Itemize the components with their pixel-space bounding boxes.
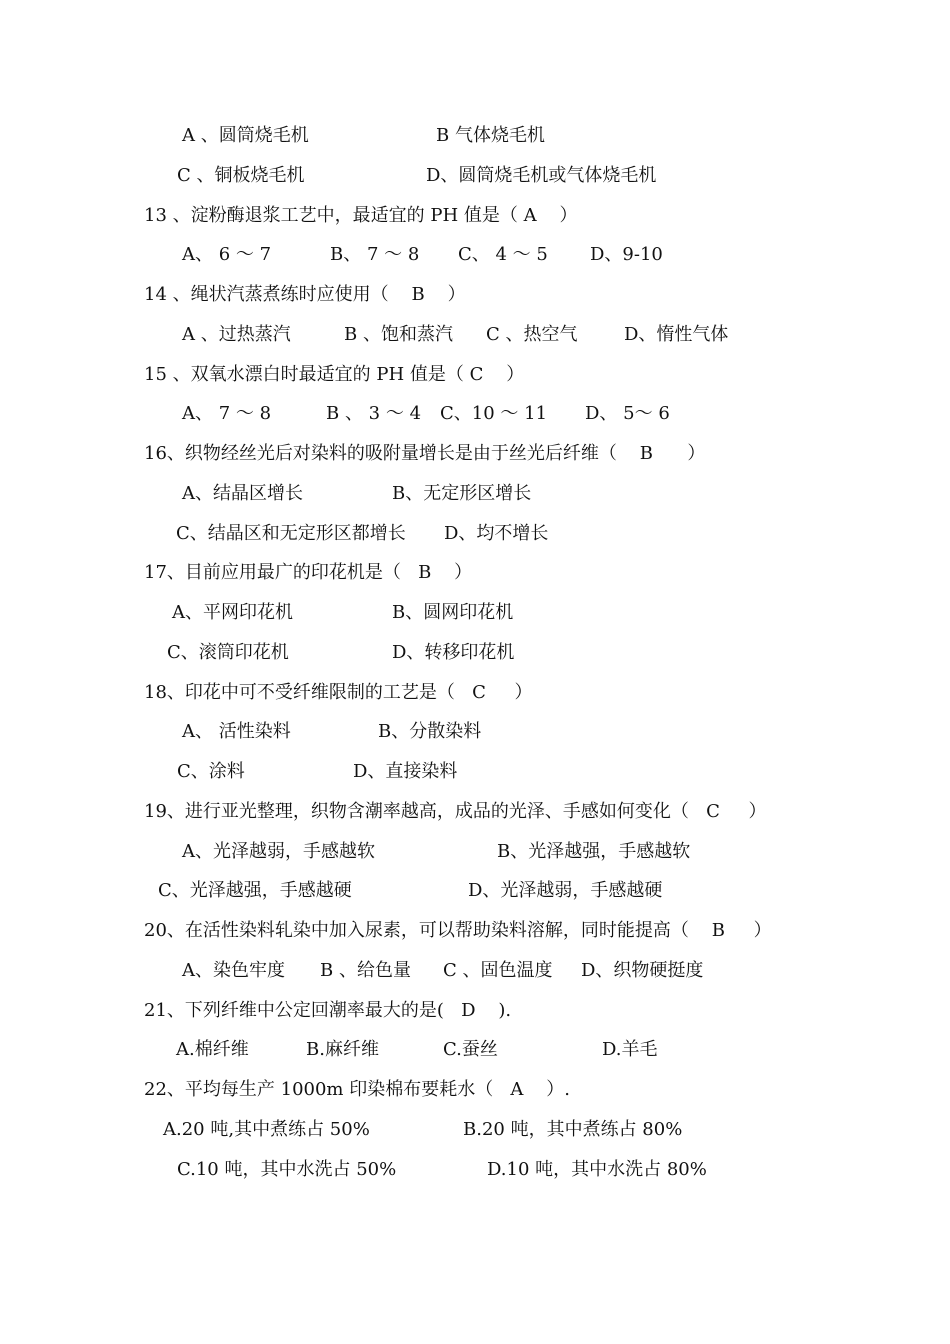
- answer-option: C 、铜板烧毛机: [177, 164, 305, 186]
- question-text: 18、印花中可不受纤维限制的工艺是（ C ）: [144, 681, 533, 703]
- answer-option: A、 活性染料: [182, 721, 291, 743]
- answer-option: A、平网印花机: [172, 602, 293, 623]
- answer-option: C 、固色温度: [443, 959, 553, 981]
- answer-option: D、圆筒烧毛机或气体烧毛机: [426, 164, 657, 186]
- answer-option: A.棉纤维: [176, 1039, 249, 1061]
- answer-option: D、光泽越弱，手感越硬: [468, 880, 663, 902]
- answer-option: B.麻纤维: [306, 1039, 379, 1061]
- answer-option: C、 4 ～ 5: [458, 244, 548, 266]
- answer-option: C、滚筒印花机: [167, 641, 289, 663]
- question-text: 22、平均每生产 1000m 印染棉布要耗水（ A ）.: [144, 1079, 570, 1100]
- answer-option: D.羊毛: [602, 1039, 658, 1061]
- answer-option: A、 6 ～ 7: [182, 244, 272, 266]
- answer-option: D.10 吨，其中水洗占 80%: [487, 1158, 707, 1180]
- answer-option: C 、热空气: [486, 323, 578, 345]
- answer-option: D、转移印花机: [392, 641, 515, 663]
- answer-option: B 、饱和蒸汽: [344, 323, 453, 345]
- answer-option: B、光泽越强，手感越软: [497, 840, 691, 862]
- answer-option: D、9-10: [590, 244, 663, 266]
- answer-option: A.20 吨,其中煮练占 50%: [163, 1118, 370, 1140]
- answer-option: D、 5～ 6: [585, 403, 670, 425]
- answer-option: B、分散染料: [378, 721, 482, 743]
- question-text: 15 、双氧水漂白时最适宜的 PH 值是（ C ）: [144, 363, 525, 385]
- answer-option: D、惰性气体: [624, 323, 729, 345]
- answer-option: B、无定形区增长: [392, 482, 532, 504]
- answer-option: B 、 3 ～ 4: [326, 403, 422, 425]
- answer-option: A、 7 ～ 8: [182, 403, 272, 425]
- question-text: 17、目前应用最广的印花机是（ B ）: [144, 562, 473, 584]
- question-text: 16、织物经丝光后对染料的吸附量增长是由于丝光后纤维（ B ）: [144, 443, 706, 464]
- answer-option: B、 7 ～ 8: [330, 244, 420, 266]
- question-text: 13 、淀粉酶退浆工艺中，最适宜的 PH 值是（ A ）: [144, 204, 578, 226]
- answer-option: C、光泽越强，手感越硬: [158, 880, 352, 902]
- answer-option: D、织物硬挺度: [581, 959, 704, 981]
- answer-option: D、直接染料: [353, 761, 458, 782]
- answer-option: B、圆网印花机: [392, 602, 514, 623]
- answer-option: B 气体烧毛机: [436, 125, 545, 146]
- answer-option: C、涂料: [177, 761, 245, 782]
- answer-option: B 、给色量: [320, 959, 411, 981]
- answer-option: B.20 吨，其中煮练占 80%: [463, 1118, 683, 1140]
- answer-option: C.10 吨，其中水洗占 50%: [177, 1158, 397, 1180]
- answer-option: A、结晶区增长: [182, 482, 303, 504]
- answer-option: C、10 ～ 11: [440, 403, 548, 425]
- answer-option: C、结晶区和无定形区都增长: [176, 522, 406, 544]
- answer-option: A 、圆筒烧毛机: [182, 125, 309, 146]
- answer-option: A 、过热蒸汽: [182, 323, 291, 345]
- answer-option: A、染色牢度: [182, 959, 285, 981]
- question-text: 21、下列纤维中公定回潮率最大的是( D ).: [144, 999, 512, 1021]
- question-text: 20、在活性染料轧染中加入尿素，可以帮助染料溶解，同时能提高（ B ）: [144, 920, 772, 941]
- answer-option: C.蚕丝: [443, 1039, 498, 1061]
- answer-option: D、均不增长: [444, 522, 549, 544]
- question-text: 19、进行亚光整理，织物含潮率越高，成品的光泽、手感如何变化（ C ）: [144, 800, 767, 822]
- question-text: 14 、绳状汽蒸煮练时应使用（ B ）: [144, 284, 466, 305]
- answer-option: A、光泽越弱，手感越软: [182, 840, 375, 862]
